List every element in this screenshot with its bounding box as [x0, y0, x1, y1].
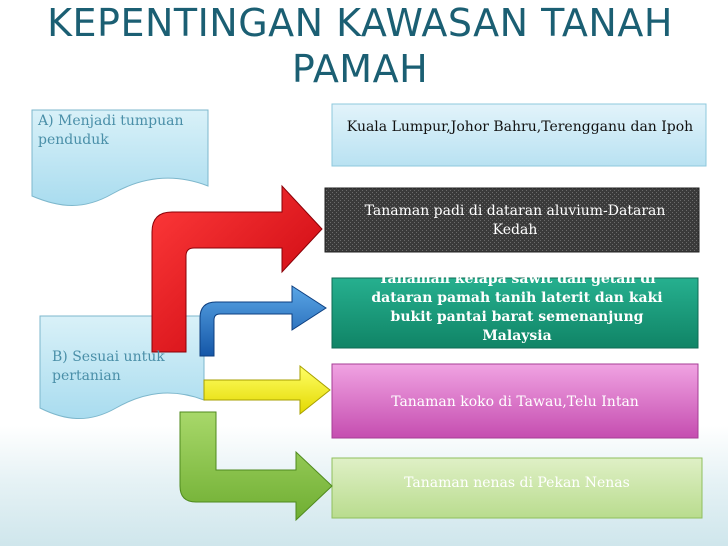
category-b-marker: B) — [52, 349, 68, 365]
box-nenas-text: Tanaman nenas di Pekan Nenas — [404, 475, 630, 491]
category-a-marker: A) — [38, 113, 54, 129]
box-padi-text: Tanaman padi di dataran aluvium-Dataran Kedah — [364, 203, 666, 238]
box-cities-text: Kuala Lumpur,Johor Bahru,Terengganu dan Ipoh — [346, 119, 694, 135]
category-b-label — [52, 348, 202, 386]
box-koko-text: Tanaman koko di Tawau,Telu Intan — [391, 394, 639, 410]
green-arrow — [180, 412, 332, 520]
category-a-label — [38, 112, 208, 150]
slide-title: KEPENTINGAN KAWASAN TANAH PAMAH — [47, 1, 673, 91]
category-a-text: Menjadi tumpuan penduduk — [38, 113, 184, 148]
box-kelapa-sawit-text: Tanaman kelapa sawit dan getah di dataran pamah tanih laterit dan kaki bukit pantai barat semenanjung Malaysia — [371, 271, 663, 344]
blue-arrow — [200, 286, 326, 356]
category-b-text: Sesuai untuk pertanian — [52, 349, 165, 384]
yellow-arrow — [204, 366, 330, 414]
